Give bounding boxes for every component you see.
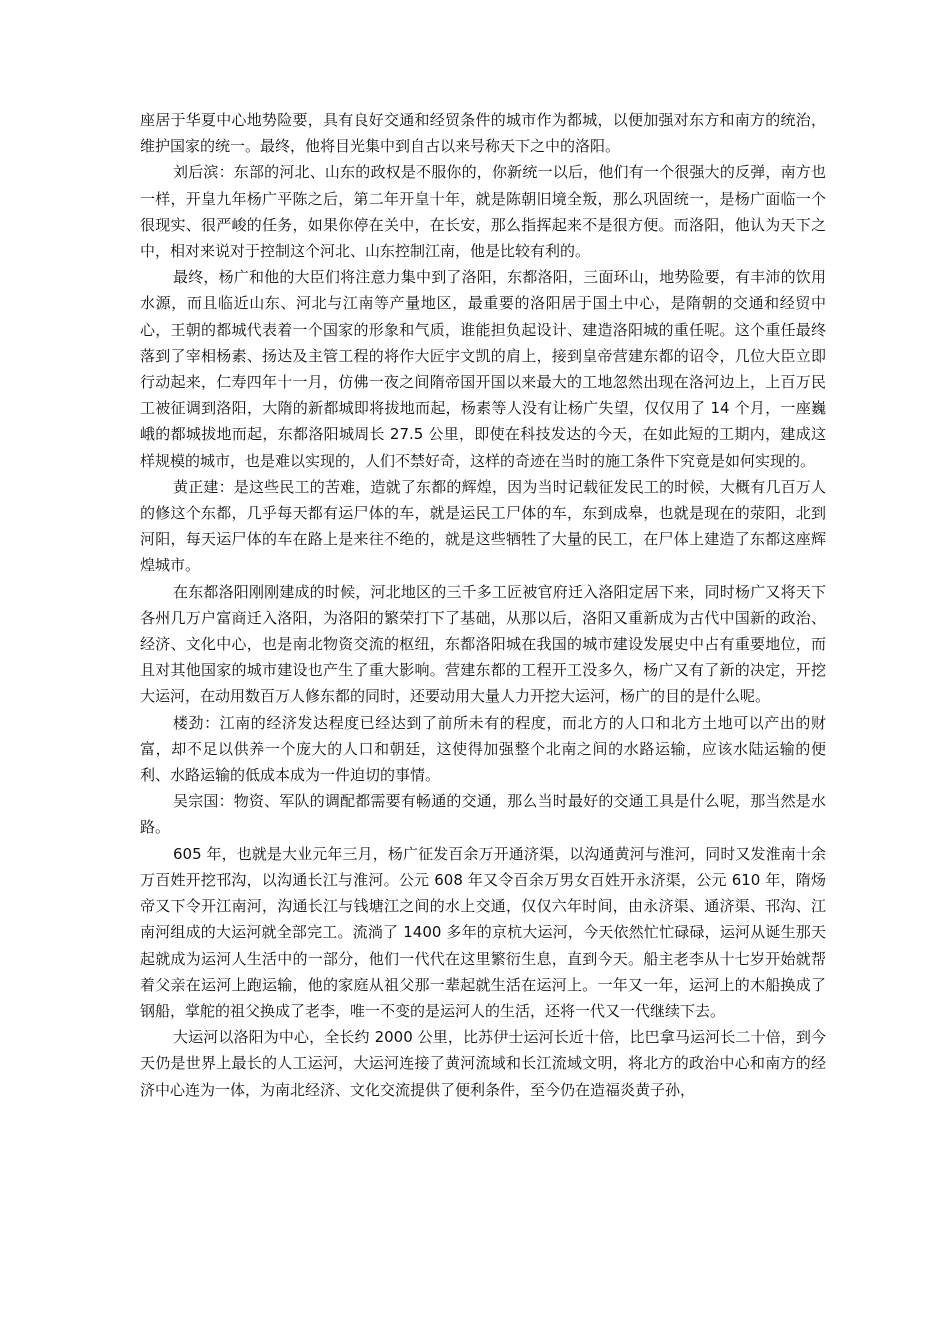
paragraph: 最终，杨广和他的大臣们将注意力集中到了洛阳，东都洛阳，三面环山，地势险要，有丰沛的饮用水源，而且临近山东、河北与江南等产量地区，最重要的洛阳居于国土中心，是隋朝的交通和经贸中心，王朝的都城代表着一个国家的形象和气质，谁能担负起设计、建造洛阳城的重任呢。这个重任最终落到了宰相杨素、扬达及主管工程的将作大匠宇文凯的肩上，接到皇帝营建东都的诏令，几位大臣立即行动起来，仁寿四年十一月，仿佛一夜之间隋帝国开国以来最大的工地忽然出现在洛河边上，上百万民工被征调到洛阳，大隋的新都城即将拔地而起，杨素等人没有让杨广失望，仅仅用了 14 个月，一座巍峨的都城拔地而起，东都洛阳城周长 27.5 公里，即使在科技发达的今天，在如此短的工期内，建成这样规模的城市，也是难以实现的，人们不禁好奇，这样的奇迹在当时的施工条件下究竟是如何实现的。 — [140, 268, 826, 470]
paragraph: 大运河以洛阳为中心，全长约 2000 公里，比苏伊士运河长近十倍，比巴拿马运河长二十倍，到今天仍是世界上最长的人工运河，大运河连接了黄河流域和长江流域文明，将北方的政治中心和南方的经济中心连为一体，为南北经济、文化交流提供了便利条件，至今仍在造福炎黄子孙， — [140, 1028, 826, 1099]
paragraph: 楼劲：江南的经济发达程度已经达到了前所未有的程度，而北方的人口和北方土地可以产出的财富，却不足以供养一个庞大的人口和朝廷，这使得加强整个北南之间的水路运输，应该水陆运输的便利、水路运输的低成本成为一件迫切的事情。 — [140, 713, 826, 785]
paragraph: 吴宗国：物资、军队的调配都需要有畅通的交通，那么当时最好的交通工具是什么呢，那当然是水路。 — [140, 792, 826, 837]
paragraph: 605 年，也就是大业元年三月，杨广征发百余万开通济渠，以沟通黄河与淮河，同时又发淮南十余万百姓开挖邗沟，以沟通长江与淮河。公元 608 年又令百余万男女百姓开永济渠，公元 610 年，隋炀帝又下令开江南河，沟通长江与钱塘江之间的水上交通，仅仅六年时间，由永济渠、通济渠、邗沟、江南河组成的大运河就全部完工。流淌了 1400 多年的京杭大运河，今天依然忙忙碌碌，运河从诞生那天起就成为运河人生活中的一部分，他们一代代在这里繁衍生息，直到今天。船主老李从十七岁开始就帮着父亲在运河上跑运输，他的家庭从祖父那一辈起就生活在运河上。一年又一年，运河上的木船换成了钢船，掌舵的祖父换成了老李，唯一不变的是运河人的生活，还将一代又一代继续下去。 — [140, 844, 826, 1020]
paragraph: 在东都洛阳刚刚建成的时候，河北地区的三千多工匠被官府迁入洛阳定居下来，同时杨广又将天下各州几万户富商迁入洛阳，为洛阳的繁荣打下了基础，从那以后，洛阳又重新成为古代中国新的政治、经济、文化中心，也是南北物资交流的枢纽，东都洛阳城在我国的城市建设发展史中占有重要地位，而且对其他国家的城市建设也产生了重大影响。营建东都的工程开工没多久，杨广又有了新的决定，开挖大运河，在动用数百万人修东都的同时，还要动用大量人力开挖大运河，杨广的目的是什么呢。 — [140, 582, 826, 706]
paragraph: 刘后滨：东部的河北、山东的政权是不服你的，你新统一以后，他们有一个很强大的反弹，南方也一样，开皇九年杨广平陈之后，第二年开皇十年，就是陈朝旧境全叛，那么巩固统一，是杨广面临一个很现实、很严峻的任务，如果你停在关中，在长安，那么指挥起来不是很方便。而洛阳，他认为天下之中，相对来说对于控制这个河北、山东控制江南，他是比较有利的。 — [140, 163, 826, 261]
paragraph: 黄正建：是这些民工的苦难，造就了东都的辉煌，因为当时记载征发民工的时候，大概有几百万人的修这个东都，几乎每天都有运尸体的车，就是运民工尸体的车，东到成皋，也就是现在的荥阳，北到河阳，每天运尸体的车在路上是来往不绝的，就是这些牺牲了大量的民工，在尸体上建造了东都这座辉煌城市。 — [140, 477, 826, 575]
paragraph: 座居于华夏中心地势险要，具有良好交通和经贸条件的城市作为都城，以便加强对东方和南方的统治，维护国家的统一。最终，他将目光集中到自古以来号称天下之中的洛阳。 — [140, 111, 826, 156]
document-body — [140, 107, 826, 1103]
